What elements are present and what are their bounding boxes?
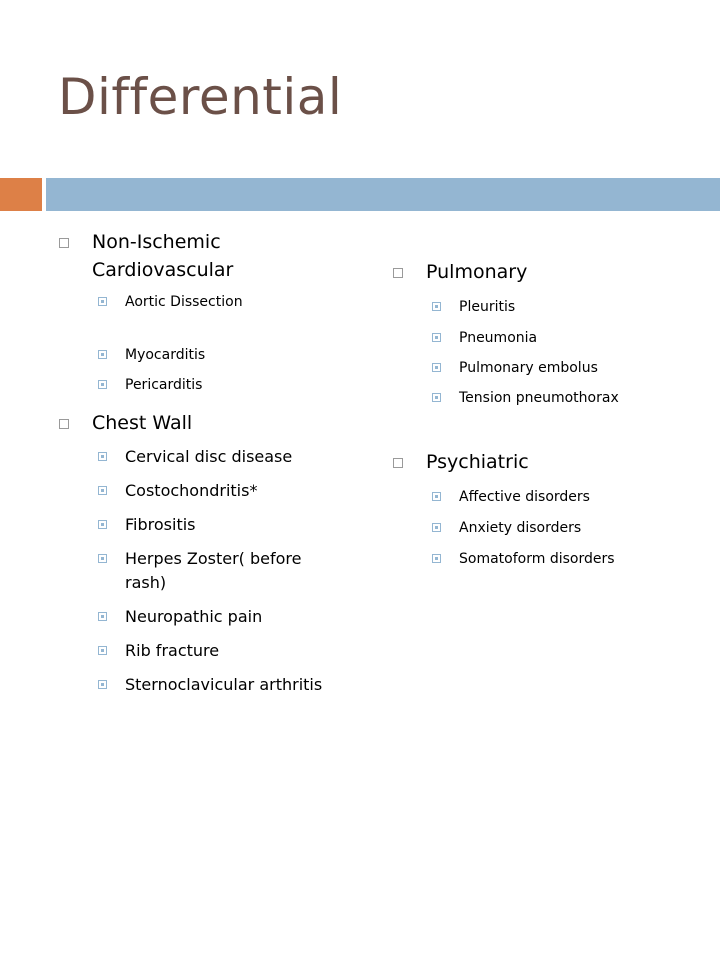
list-item bbox=[58, 345, 358, 365]
bullet-square-icon bbox=[432, 363, 441, 372]
bullet-square-icon bbox=[432, 302, 441, 311]
list-item-text: Anxiety disorders bbox=[459, 520, 582, 536]
bullet-square-icon bbox=[98, 297, 107, 306]
list-item-text: Somatoform disorders bbox=[459, 551, 615, 567]
heading-line1: Non-Ischemic bbox=[92, 231, 221, 253]
list-item bbox=[58, 547, 358, 595]
list-item-text: Myocarditis bbox=[125, 347, 206, 363]
bullet-square-icon bbox=[432, 393, 441, 402]
list-item bbox=[392, 549, 692, 569]
header-bar bbox=[46, 178, 720, 211]
section-heading-chest-wall bbox=[58, 409, 358, 437]
bullet-square-icon bbox=[98, 486, 107, 495]
list-item bbox=[58, 605, 358, 629]
list-item bbox=[58, 292, 358, 312]
list-item bbox=[392, 388, 692, 408]
bullet-box-icon bbox=[393, 268, 403, 278]
heading-text: Psychiatric bbox=[426, 451, 529, 473]
bullet-square-icon bbox=[98, 350, 107, 359]
section-heading-psychiatric bbox=[392, 448, 692, 476]
left-column bbox=[58, 228, 358, 697]
list-item-text: Rib fracture bbox=[125, 641, 220, 660]
list-item-text: Herpes Zoster( before bbox=[125, 549, 302, 568]
list-item bbox=[58, 639, 358, 663]
list-item-text: Pulmonary embolus bbox=[459, 360, 598, 376]
list-item bbox=[392, 358, 692, 378]
section-heading-non-ischemic bbox=[58, 228, 358, 284]
list-item-text: Neuropathic pain bbox=[125, 607, 263, 626]
bullet-square-icon bbox=[98, 612, 107, 621]
list-item bbox=[58, 513, 358, 537]
bullet-box-icon bbox=[59, 419, 69, 429]
bullet-square-icon bbox=[98, 520, 107, 529]
list-item-text: Costochondritis* bbox=[125, 481, 258, 500]
heading-line2: Cardiovascular bbox=[92, 259, 234, 281]
bullet-square-icon bbox=[98, 380, 107, 389]
bullet-square-icon bbox=[98, 452, 107, 461]
list-item bbox=[392, 328, 692, 348]
list-item-text: Tension pneumothorax bbox=[459, 390, 619, 406]
slide-title: Differential bbox=[58, 68, 343, 126]
bullet-box-icon bbox=[59, 238, 69, 248]
list-item bbox=[392, 487, 692, 507]
bullet-square-icon bbox=[98, 680, 107, 689]
bullet-box-icon bbox=[393, 458, 403, 468]
heading-text: Chest Wall bbox=[92, 412, 193, 434]
list-item bbox=[392, 518, 692, 538]
bullet-square-icon bbox=[432, 492, 441, 501]
list-item-text: Pneumonia bbox=[459, 330, 538, 346]
list-item bbox=[392, 297, 692, 317]
list-item-text: Cervical disc disease bbox=[125, 447, 293, 466]
list-item-text: Aortic Dissection bbox=[125, 294, 243, 310]
list-item bbox=[58, 375, 358, 395]
list-item-text: Affective disorders bbox=[459, 489, 590, 505]
bullet-square-icon bbox=[432, 523, 441, 532]
section-heading-pulmonary bbox=[392, 258, 692, 286]
list-item-text: Fibrositis bbox=[125, 515, 196, 534]
accent-bar bbox=[0, 178, 42, 211]
bullet-square-icon bbox=[98, 646, 107, 655]
bullet-square-icon bbox=[98, 554, 107, 563]
right-column bbox=[392, 258, 692, 569]
bullet-square-icon bbox=[432, 554, 441, 563]
list-item bbox=[58, 673, 358, 697]
list-item bbox=[58, 479, 358, 503]
list-item-text: Pericarditis bbox=[125, 377, 203, 393]
list-item-text: Sternoclavicular arthritis bbox=[125, 675, 323, 694]
list-item-text-continued: rash) bbox=[125, 573, 167, 592]
list-item-text: Pleuritis bbox=[459, 299, 516, 315]
list-item bbox=[58, 445, 358, 469]
bullet-square-icon bbox=[432, 333, 441, 342]
heading-text: Pulmonary bbox=[426, 261, 528, 283]
